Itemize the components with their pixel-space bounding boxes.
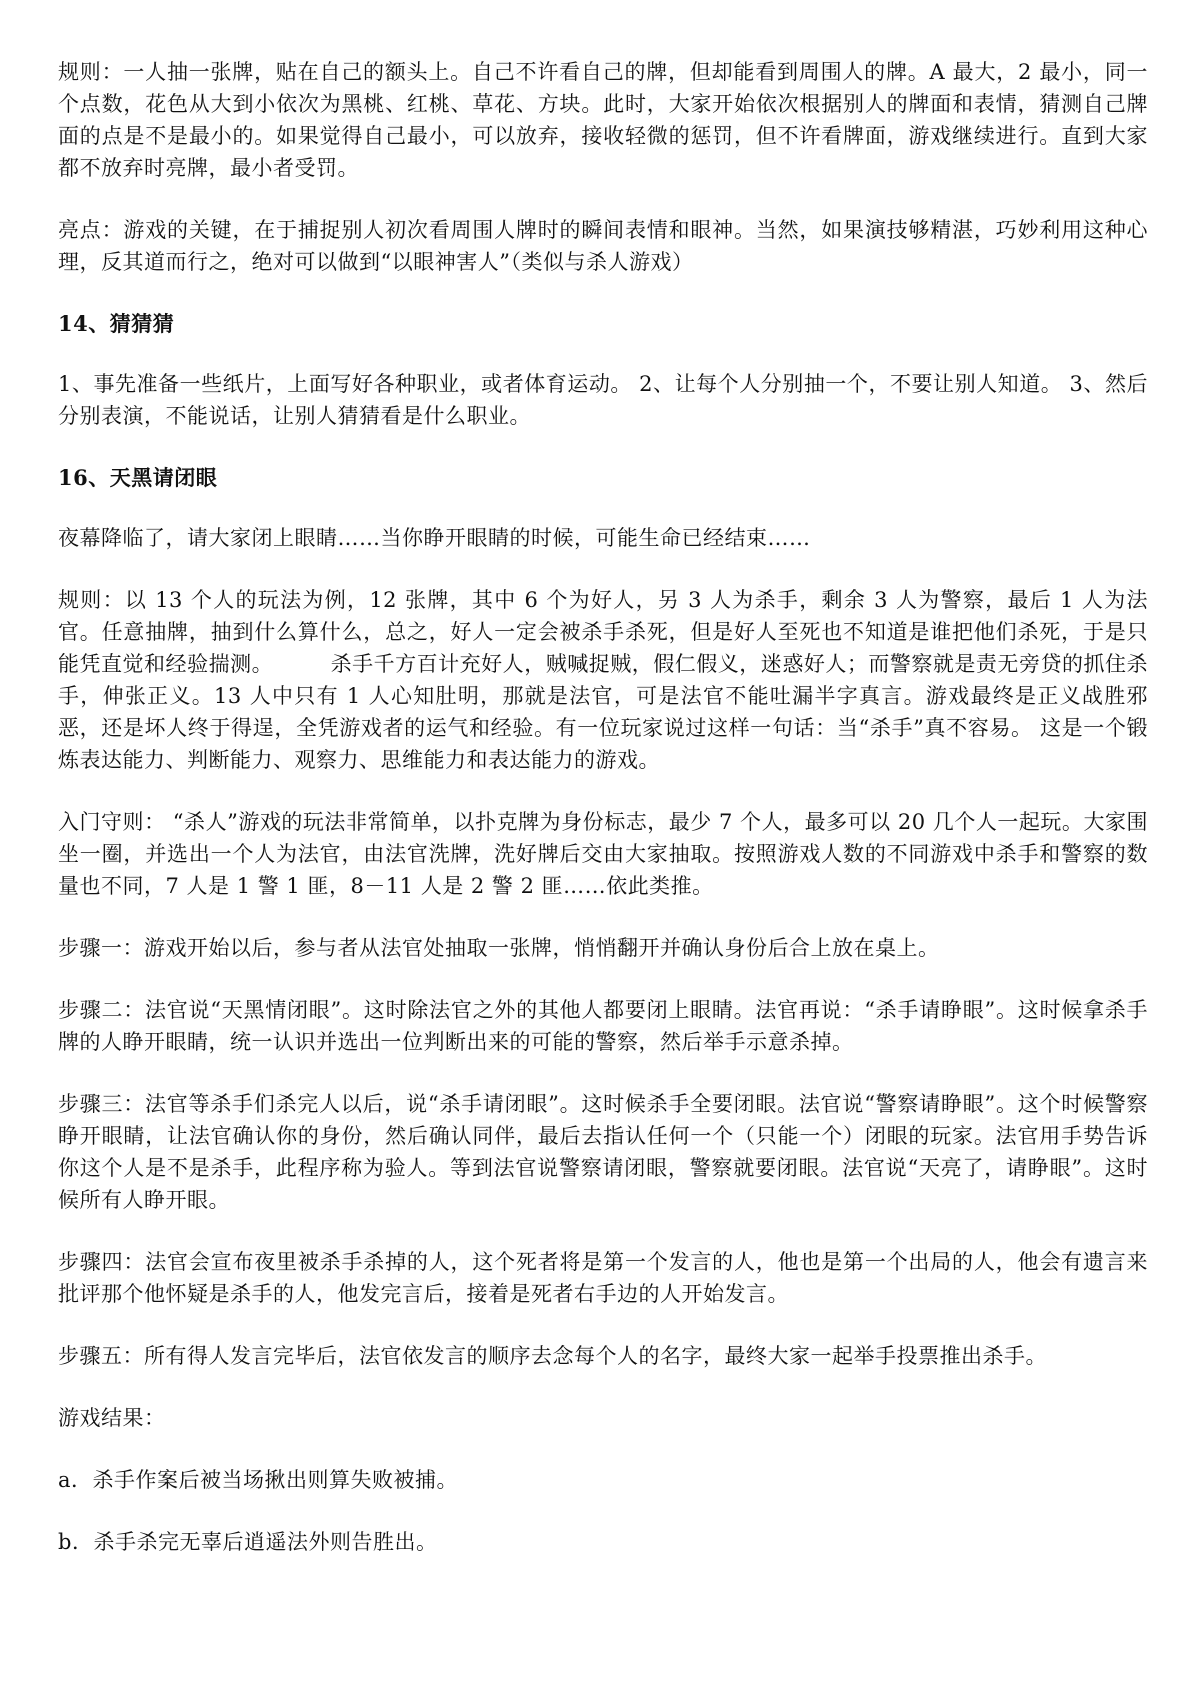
card-game-highlight-paragraph: 亮点：游戏的关键，在于捕捉别人初次看周围人牌时的瞬间表情和眼神。当然，如果演技够精湛，巧妙利用这种心理，反其道而行之，绝对可以做到“以眼神害人”（类似与杀人游戏） <box>58 218 1148 274</box>
step-one-paragraph: 步骤一：游戏开始以后，参与者从法官处抽取一张牌，悄悄翻开并确认身份后合上放在桌上。 <box>58 936 940 960</box>
step-two-paragraph: 步骤二：法官说“天黑情闭眼”。这时除法官之外的其他人都要闭上眼睛。法官再说：“杀手请睁眼”。这时候拿杀手牌的人睁开眼睛，统一认识并选出一位判断出来的可能的警察，然后举手示意杀掉。 <box>58 998 1148 1054</box>
document-page <box>58 56 1148 1588</box>
section-heading-guess: 14、猜猜猜 <box>58 311 175 336</box>
game-result-label: 游戏结果： <box>58 1406 166 1430</box>
step-three-paragraph: 步骤三：法官等杀手们杀完人以后，说“杀手请闭眼”。这时候杀手全要闭眼。法官说“警察请睁眼”。这个时候警察睁开眼睛，让法官确认你的身份，然后确认同伴，最后去指认任何一个（只能一个）闭眼的玩家。法官用手势告诉你这个人是不是杀手，此程序称为验人。等到法官说警察请闭眼，警察就要闭眼。法官说“天亮了，请睁眼”。这时候所有人睁开眼。 <box>58 1092 1148 1212</box>
night-rules-paragraph: 规则：以 13 个人的玩法为例，12 张牌，其中 6 个为好人，另 3 人为杀手，剩余 3 人为警察，最后 1 人为法官。任意抽牌，抽到什么算什么，总之，好人一定会被杀手杀死，但是好人至死也不知道是谁把他们杀死，于是只能凭直觉和经验揣测。 杀手千方百计充好人，贼喊捉贼，假仁假义，迷惑好人；而警察就是责无旁贷的抓住杀手，伸张正义。13 人中只有 1 人心知肚明，那就是法官，可是法官不能吐漏半字真言。游戏最终是正义战胜邪恶，还是坏人终于得逞，全凭游戏者的运气和经验。有一位玩家说过这样一句话：当“杀手”真不容易。 这是一个锻炼表达能力、判断能力、观察力、思维能力和表达能力的游戏。 <box>58 588 1148 772</box>
game-result-b: b．杀手杀完无辜后逍遥法外则告胜出。 <box>58 1530 438 1554</box>
card-game-rules-paragraph: 规则：一人抽一张牌，贴在自己的额头上。自己不许看自己的牌，但却能看到周围人的牌。A 最大，2 最小，同一个点数，花色从大到小依次为黑桃、红桃、草花、方块。此时，大家开始依次根据别人的牌面和表情，猜测自己牌面的点是不是最小的。如果觉得自己最小，可以放弃，接收轻微的惩罚，但不许看牌面，游戏继续进行。直到大家都不放弃时亮牌，最小者受罚。 <box>58 60 1148 180</box>
guess-game-paragraph: 1、事先准备一些纸片，上面写好各种职业，或者体育运动。 2、让每个人分别抽一个，不要让别人知道。 3、然后分别表演，不能说话，让别人猜猜看是什么职业。 <box>58 372 1148 428</box>
game-result-a: a．杀手作案后被当场揪出则算失败被捕。 <box>58 1468 459 1492</box>
entry-rules-paragraph: 入门守则： “杀人”游戏的玩法非常简单，以扑克牌为身份标志，最少 7 个人，最多可以 20 几个人一起玩。大家围坐一圈，并选出一个人为法官，由法官洗牌，洗好牌后交由大家抽取。按照游戏人数的不同游戏中杀手和警察的数量也不同，7 人是 1 警 1 匪，8－11 人是 2 警 2 匪……依此类推。 <box>58 810 1148 898</box>
step-four-paragraph: 步骤四：法官会宣布夜里被杀手杀掉的人，这个死者将是第一个发言的人，他也是第一个出局的人，他会有遗言来批评那个他怀疑是杀手的人，他发完言后，接着是死者右手边的人开始发言。 <box>58 1250 1148 1306</box>
night-intro-paragraph: 夜幕降临了，请大家闭上眼睛……当你睁开眼睛的时候，可能生命已经结束…… <box>58 526 811 550</box>
section-heading-night: 16、天黑请闭眼 <box>58 465 218 490</box>
step-five-paragraph: 步骤五：所有得人发言完毕后，法官依发言的顺序去念每个人的名字，最终大家一起举手投票推出杀手。 <box>58 1344 1047 1368</box>
